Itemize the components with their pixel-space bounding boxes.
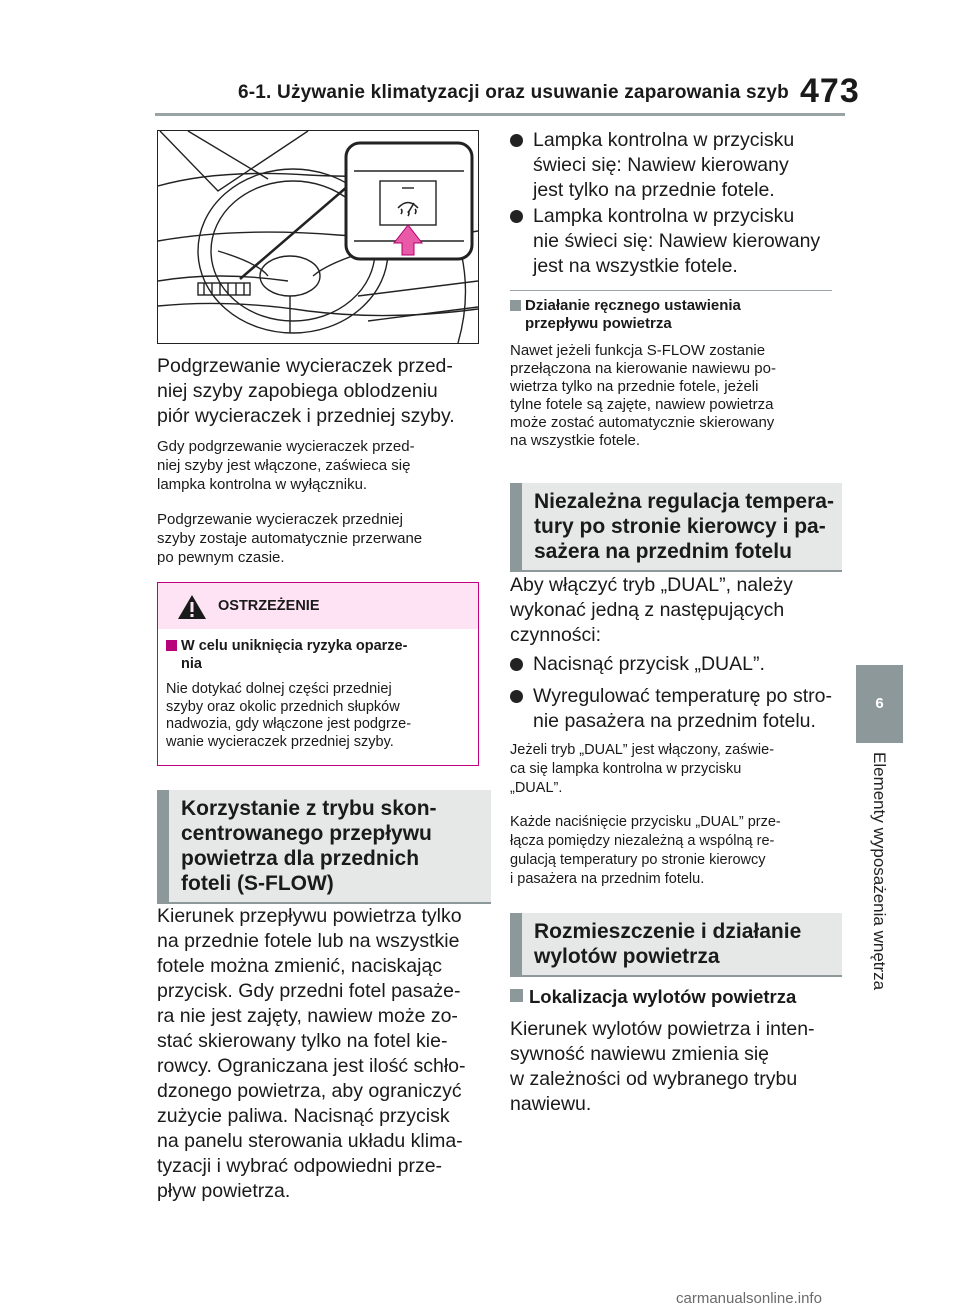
grey-square-icon (510, 989, 523, 1002)
dashboard-drawing (158, 131, 478, 343)
manual-line-6: na wszystkie fotele. (510, 432, 641, 449)
dual-note2-line-2: łącza pomiędzy niezależną a wspólną re- (510, 833, 775, 849)
sflow-line-9: zużycie paliwa. Nacisnąć przycisk (157, 1105, 450, 1127)
manual-airflow-title (510, 297, 840, 333)
warning-title: OSTRZEŻENIE (218, 598, 320, 614)
bullet-1 (510, 128, 840, 203)
manual-line-2: przełączona na kierowanie nawiewu po- (510, 360, 776, 377)
manual-line-1: Nawet jeżeli funkcja S-FLOW zostanie (510, 342, 766, 359)
warning-line-3: nadwozia, gdy włączone jest podgrze- (166, 716, 412, 732)
manual-title-line-1: Działanie ręcznego ustawienia (525, 297, 741, 314)
bullet2-line-1: Lampka kontrolna w przycisku (533, 205, 795, 227)
page-number: 473 (800, 72, 860, 110)
sflow-line-10: na panelu sterowania układu klima- (157, 1130, 463, 1152)
dual-bullet-2 (510, 684, 840, 734)
section-heading-sflow (157, 790, 491, 904)
bullet2-line-3: jest na wszystkie fotele. (533, 255, 738, 277)
note2-line-1: Podgrzewanie wycieraczek przedniej (157, 511, 403, 528)
note1-line-1: Gdy podgrzewanie wycieraczek przed- (157, 438, 415, 455)
grey-square-icon (510, 300, 521, 311)
bullet-dot-icon (510, 134, 523, 147)
warning-line-4: wanie wycieraczek przedniej szyby. (166, 733, 394, 750)
dual-note2-line-1: Każde naciśnięcie przycisku „DUAL” prze- (510, 814, 781, 830)
sflow-line-12: pływ powietrza. (157, 1180, 291, 1202)
dashboard-illustration (157, 130, 479, 344)
warning-body (158, 629, 478, 765)
dual-intro-line-1: Aby włączyć tryb „DUAL”, należy (510, 574, 793, 596)
dual-bullet2-line-1: Wyregulować temperaturę po stro- (533, 685, 832, 707)
warning-subtitle (166, 637, 470, 673)
vents-line-3: w zależności od wybranego trybu (510, 1068, 798, 1090)
watermark: carmanualsonline.info (676, 1290, 822, 1307)
bullet-2-row (510, 204, 840, 279)
note2-line-3: po pewnym czasie. (157, 549, 285, 566)
dual-heading-line-2: tury po stronie kierowcy i pa- (534, 515, 826, 538)
sflow-paragraph (157, 904, 487, 1204)
sflow-line-7: rowcy. Ograniczana jest ilość schło- (157, 1055, 466, 1077)
dual-bullet-2-row (510, 684, 840, 734)
note1-line-2: niej szyby jest włączone, zaświeca się (157, 457, 411, 474)
vents-line-1: Kierunek wylotów powietrza i inten- (510, 1018, 815, 1040)
pink-square-icon (166, 640, 177, 651)
vents-line-2: sywność nawiewu zmienia się (510, 1043, 770, 1065)
section-heading-vents (510, 913, 842, 977)
section-heading-dual (510, 483, 842, 572)
dual-note2-line-4: i pasażera na przednim fotelu. (510, 871, 705, 887)
sflow-heading-line-4: foteli (S-FLOW) (181, 872, 334, 895)
bullet1-line-3: jest tylko na przednie fotele. (533, 179, 775, 201)
dual-note-2 (510, 813, 840, 889)
vents-heading-line-2: wylotów powietrza (534, 945, 720, 968)
sflow-heading-line-1: Korzystanie z trybu skon- (181, 797, 437, 820)
sflow-line-1: Kierunek przepływu powietrza tylko (157, 905, 462, 927)
dual-bullet-1 (510, 652, 840, 677)
dual-bullet-1-row (510, 652, 840, 677)
dual-intro-line-3: czynności: (510, 624, 602, 646)
note2-line-2: szyby zostaje automatycznie przerwane (157, 530, 423, 547)
dual-note1-line-3: „DUAL”. (510, 780, 563, 796)
bullet-dot-icon (510, 690, 523, 703)
vents-subtitle (510, 986, 840, 1008)
dual-heading-line-1: Niezależna regulacja tempera- (534, 490, 834, 513)
intro-paragraph (157, 354, 487, 429)
vents-heading-line-1: Rozmieszczenie i działanie (534, 920, 802, 943)
sflow-heading-line-2: centrowanego przepływu (181, 822, 432, 845)
bullet1-line-2: świeci się: Nawiew kierowany (533, 154, 789, 176)
dual-bullet-1-text: Nacisnąć przycisk „DUAL”. (533, 653, 765, 675)
manual-airflow-text (510, 342, 840, 450)
sflow-line-8: dzonego powietrza, aby ograniczyć (157, 1080, 462, 1102)
warning-line-1: Nie dotykać dolnej części przedniej (166, 681, 392, 697)
sflow-line-2: na przednie fotele lub na wszystkie (157, 930, 460, 952)
vents-paragraph (510, 1017, 840, 1117)
warning-box (157, 582, 479, 766)
sflow-line-6: stać skierowany tylko na fotel kie- (157, 1030, 448, 1052)
sflow-line-4: przycisk. Gdy przedni fotel pasaże- (157, 980, 461, 1002)
intro-line-2: niej szyby zapobiega oblodzeniu (157, 380, 438, 402)
warning-subtitle-line-1: W celu uniknięcia ryzyka oparze- (181, 638, 408, 654)
dual-note-1 (510, 741, 840, 798)
sflow-heading-line-3: powietrza dla przednich (181, 847, 420, 870)
chapter-side-label (856, 752, 903, 992)
vents-subtitle-text: Lokalizacja wylotów powietrza (529, 986, 797, 1007)
note-paragraph-2 (157, 510, 487, 567)
dual-note1-line-2: ca się lampka kontrolna w przycisku (510, 761, 742, 777)
bullet-2 (510, 204, 840, 279)
sflow-line-5: ra nie jest zajęty, nawiew może zo- (157, 1005, 458, 1027)
warning-header (158, 583, 478, 629)
note-paragraph-1 (157, 437, 487, 494)
bullet-dot-icon (510, 658, 523, 671)
chapter-side-label-text: Elementy wyposażenia wnętrza (870, 752, 889, 991)
sflow-line-11: tyzacji i wybrać odpowiedni prze- (157, 1155, 443, 1177)
vents-line-4: nawiewu. (510, 1093, 592, 1115)
header-rule (155, 113, 845, 116)
intro-line-1: Podgrzewanie wycieraczek przed- (157, 355, 453, 377)
warning-text (166, 681, 470, 751)
note1-line-3: lampka kontrolna w wyłączniku. (157, 476, 368, 493)
divider-line (510, 290, 832, 291)
bullet1-line-1: Lampka kontrolna w przycisku (533, 129, 795, 151)
intro-line-3: piór wycieraczek i przedniej szyby. (157, 405, 455, 427)
dual-heading-line-3: sażera na przednim fotelu (534, 540, 792, 563)
section-header-title: 6-1. Używanie klimatyzacji oraz usuwanie zaparowania szyb (238, 82, 789, 103)
dual-intro-line-2: wykonać jedną z następujących (510, 599, 785, 621)
manual-line-4: tylne fotele są zajęte, nawiew powietrza (510, 396, 774, 413)
dual-note1-line-1: Jeżeli tryb „DUAL” jest włączony, zaświe- (510, 742, 775, 758)
warning-subtitle-line-2: nia (181, 656, 202, 672)
bullet-dot-icon (510, 210, 523, 223)
warning-line-2: szyby oraz okolic przednich słupków (166, 698, 400, 715)
dual-bullet2-line-2: nie pasażera na przednim fotelu. (533, 710, 816, 732)
manual-title-line-2: przepływu powietrza (525, 315, 672, 332)
bullet-1-row (510, 128, 840, 203)
manual-line-3: wietrza tylko na przednie fotele, jeżeli (510, 378, 759, 395)
dual-intro (510, 573, 840, 648)
dual-note2-line-3: gulacją temperatury po stronie kierowcy (510, 852, 766, 868)
manual-line-5: może zostać automatycznie skierowany (510, 414, 775, 431)
warning-triangle-icon (176, 593, 208, 621)
bullet2-line-2: nie świeci się: Nawiew kierowany (533, 230, 821, 252)
sflow-line-3: fotele można zmienić, naciskając (157, 955, 443, 977)
chapter-tab: 6 (856, 665, 903, 743)
